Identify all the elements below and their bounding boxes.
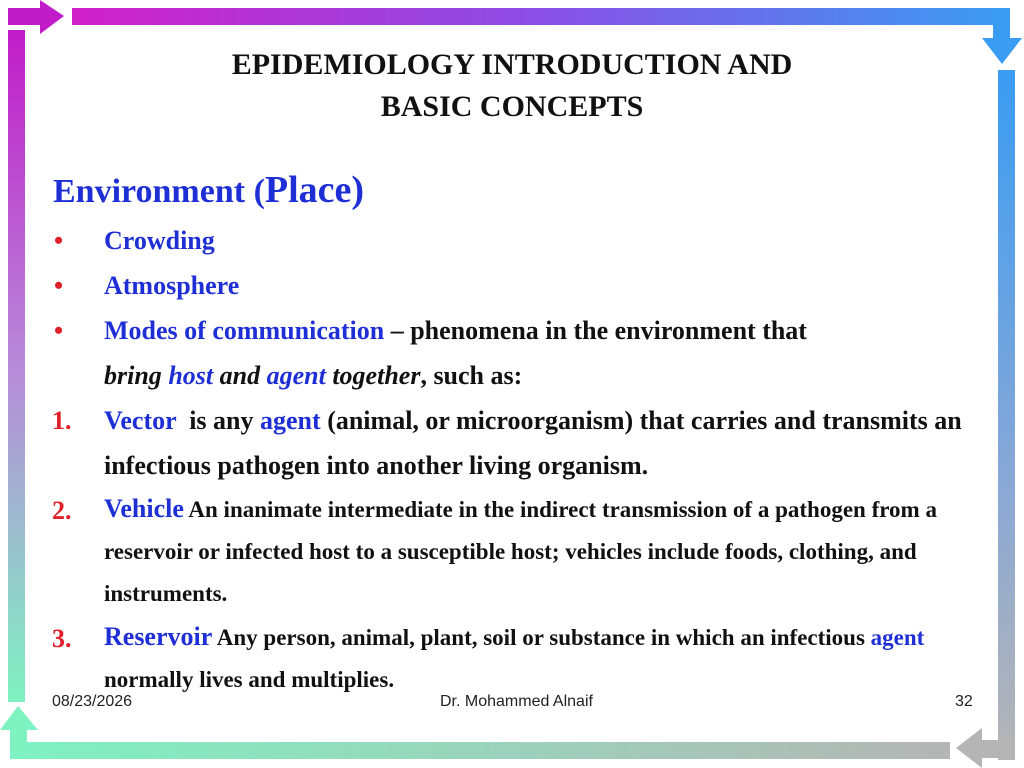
bullet-marker: • <box>54 226 64 255</box>
term-reservoir: Reservoir <box>104 622 213 651</box>
heading-text-large: Place) <box>264 169 365 211</box>
slide-title <box>0 44 1024 128</box>
modes-end: , such as: <box>420 361 523 390</box>
bullet-marker: • <box>54 316 64 345</box>
bullet-marker: • <box>54 271 64 300</box>
reservoir-desc: Any person, animal, plant, soil or substance in which an infectious <box>212 625 871 650</box>
term-agent: agent <box>260 406 321 435</box>
reservoir-end: normally lives and multiplies. <box>104 667 395 692</box>
bullet-item-modes <box>52 308 964 398</box>
modes-italic-2: and <box>213 361 267 390</box>
vehicle-desc: An inanimate intermediate in the indirect transmission of a pathogen from a reservoir or infected host to a susceptible host; vehicles include foods, clothing, and instruments. <box>104 497 937 606</box>
term-modes: Modes of communication <box>104 316 385 345</box>
item-text <box>104 616 964 701</box>
bullet-text <box>104 308 964 398</box>
vector-text-2: (animal, or microorganism) that carries and transmits an infectious pathogen into another living organism. <box>104 406 962 480</box>
term-vector: Vector <box>104 406 177 435</box>
bullet-item-atmosphere <box>52 263 964 308</box>
item-number: 2. <box>52 496 72 525</box>
bullet-text: Atmosphere <box>104 271 240 300</box>
footer-author: Dr. Mohammed Alnaif <box>440 693 593 710</box>
item-number: 1. <box>52 406 72 435</box>
bottom-arrow <box>0 706 950 759</box>
slide-number: 32 <box>955 693 973 710</box>
section-heading <box>53 168 364 212</box>
numbered-item-reservoir <box>52 616 964 701</box>
item-text <box>104 398 964 488</box>
term-host: host <box>168 361 214 390</box>
term-agent: agent <box>266 361 326 390</box>
title-line-1: EPIDEMIOLOGY INTRODUCTION AND <box>231 48 793 81</box>
right-arrow <box>956 70 1015 768</box>
numbered-item-vehicle <box>52 488 964 615</box>
modes-italic-1: bring <box>104 361 169 390</box>
footer-date: 08/23/2026 <box>52 693 133 710</box>
heading-text: Environment ( <box>53 173 265 210</box>
item-number: 3. <box>52 624 72 653</box>
item-text <box>104 488 964 615</box>
term-vehicle: Vehicle <box>104 494 184 523</box>
term-agent: agent <box>870 625 925 650</box>
title-line-2: BASIC CONCEPTS <box>380 90 644 123</box>
modes-rest: – phenomena in the environment that <box>384 316 807 345</box>
bullet-item-crowding <box>52 218 964 263</box>
vector-text-1: is any <box>176 406 261 435</box>
bullet-text: Crowding <box>104 226 215 255</box>
numbered-item-vector <box>52 398 964 488</box>
modes-italic-3: together <box>325 361 421 390</box>
